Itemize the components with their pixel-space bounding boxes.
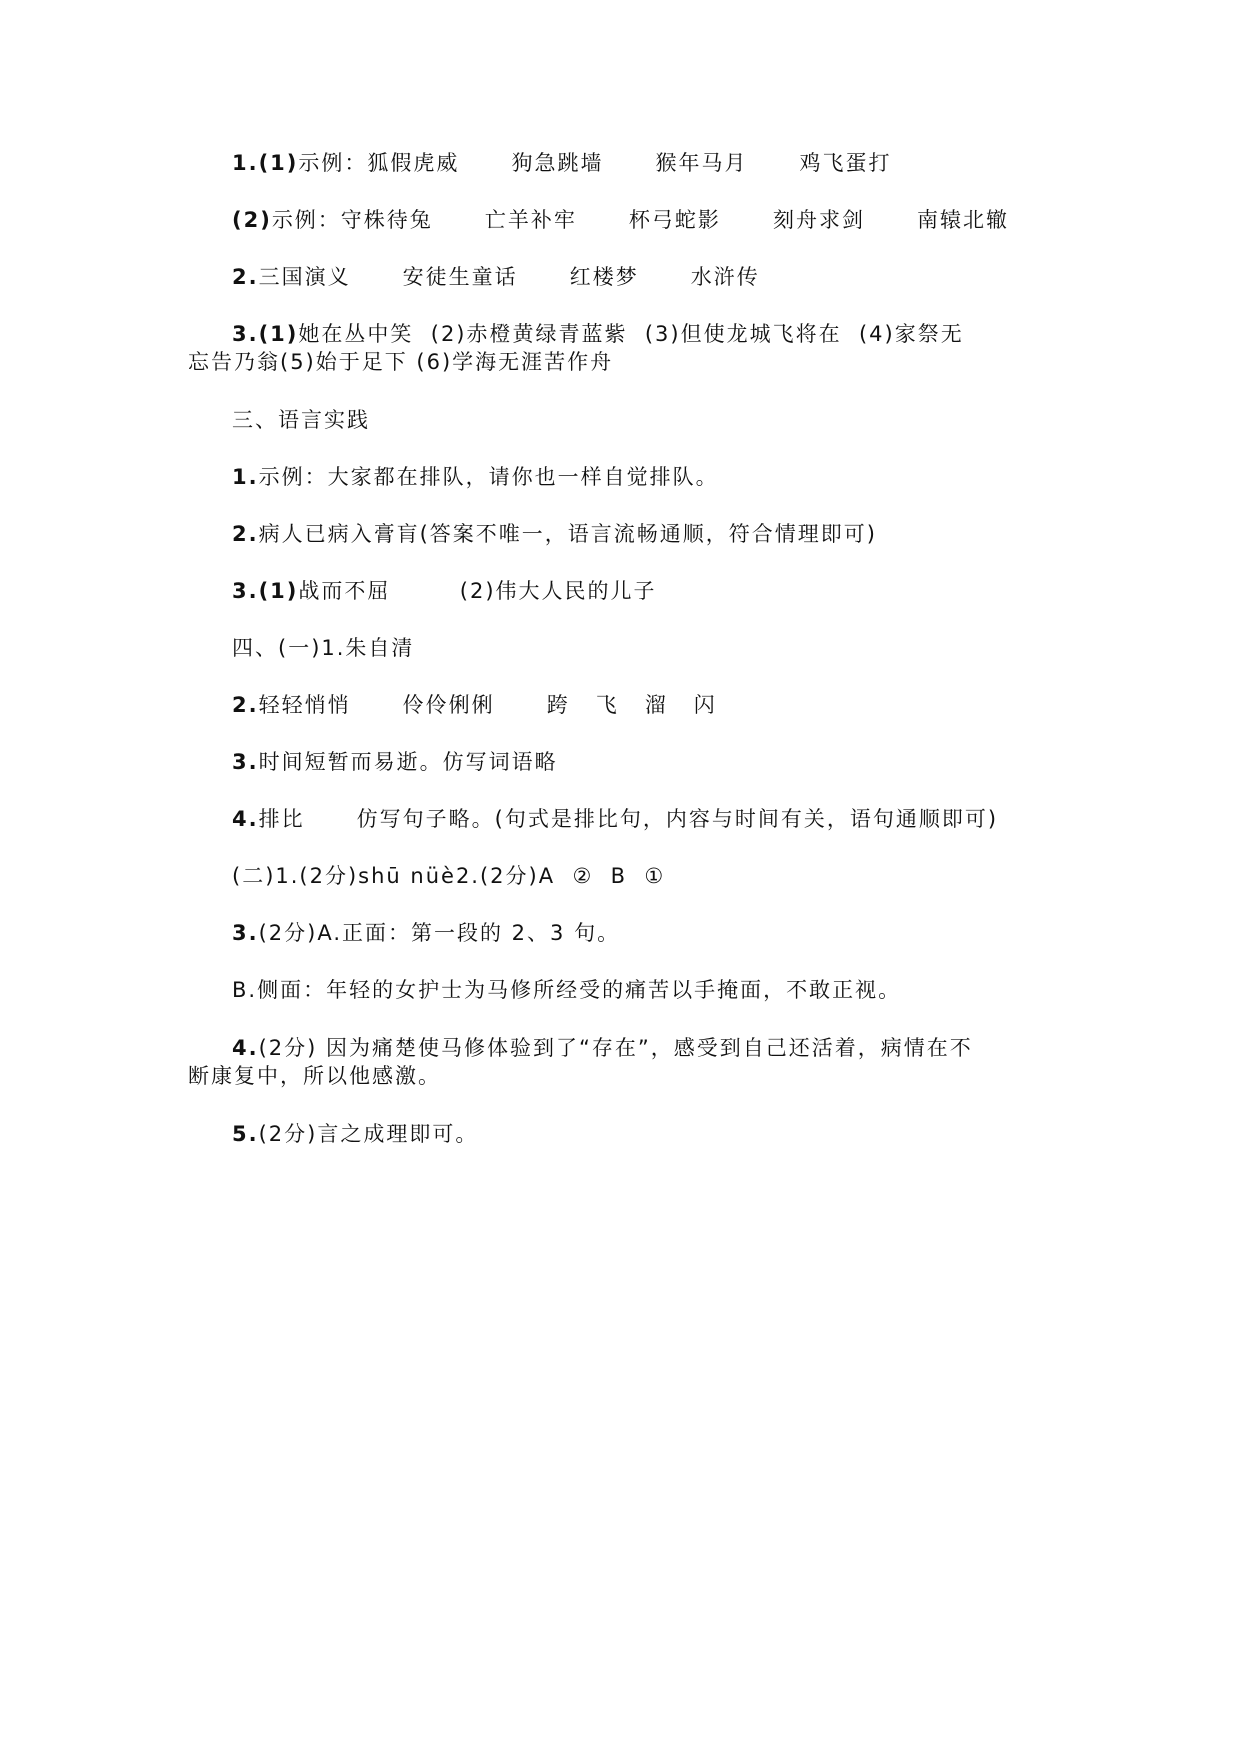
answer-line-1: 1.(1)示例：狐假虎威 狗急跳墙 猴年马月 鸡飞蛋打 — [232, 151, 892, 175]
answer-line-15: 3.(2分)A.正面：第一段的 2、3 句。 — [232, 921, 621, 945]
answer-line-4: 3.(1)她在丛中笑 (2)赤橙黄绿青蓝紫 (3)但使龙城飞将在 (4)家祭无 — [232, 322, 964, 346]
answer-line-9: 3.(1)战而不屈 (2)伟大人民的儿子 — [232, 579, 657, 603]
answer-line-18: 断康复中，所以他感激。 — [188, 1064, 441, 1088]
answer-line-8: 2.病人已病入膏肓(答案不唯一，语言流畅通顺，符合情理即可) — [232, 522, 877, 546]
answer-line-5: 忘告乃翁(5)始于足下 (6)学海无涯苦作舟 — [188, 350, 614, 374]
answer-line-7: 1.示例：大家都在排队，请你也一样自觉排队。 — [232, 465, 719, 489]
answer-line-12: 3.时间短暂而易逝。仿写词语略 — [232, 750, 558, 774]
section-heading-4: 四、(一)1.朱自清 — [232, 636, 415, 660]
answer-line-3: 2.三国演义 安徒生童话 红楼梦 水浒传 — [232, 265, 760, 289]
answer-line-13: 4.排比 仿写句子略。(句式是排比句，内容与时间有关，语句通顺即可) — [232, 807, 999, 831]
answer-line-2: (2)示例：守株待兔 亡羊补牢 杯弓蛇影 刻舟求剑 南辕北辙 — [232, 208, 1010, 232]
answer-line-19: 5.(2分)言之成理即可。 — [232, 1122, 479, 1146]
answer-line-14: (二)1.(2分)shū nüè2.(2分)A ② B ① — [232, 864, 666, 888]
answer-line-16: B.侧面：年轻的女护士为马修所经受的痛苦以手掩面，不敢正视。 — [232, 978, 902, 1002]
section-heading-3: 三、语言实践 — [232, 408, 370, 432]
answer-line-17: 4.(2分) 因为痛楚使马修体验到了“存在”，感受到自己还活着，病情在不 — [232, 1036, 973, 1060]
answer-line-11: 2.轻轻悄悄 伶伶俐俐 跨 飞 溜 闪 — [232, 693, 717, 717]
